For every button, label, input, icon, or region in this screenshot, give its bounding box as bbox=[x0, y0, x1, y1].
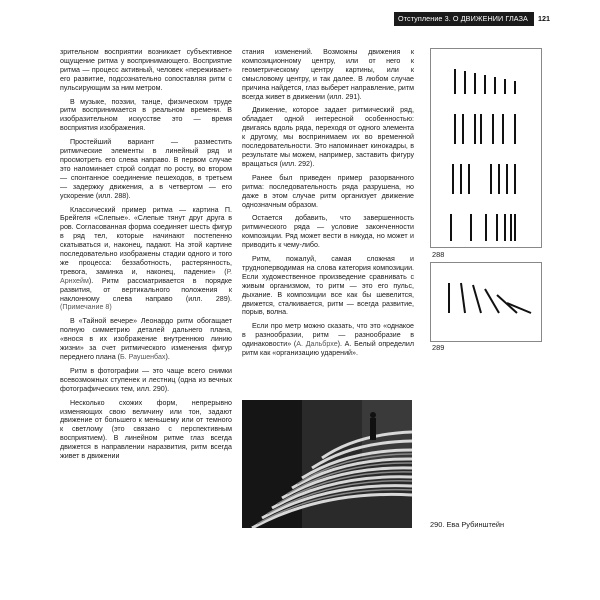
paragraph bbox=[60, 206, 232, 313]
caption-289: 289 bbox=[432, 343, 445, 352]
paragraph: зрительном восприятии возникает субъективное ощущение ритма у воспринимающего. Восприятие ритма — процесс активный, человек «переживает» его развитие, подсознательно сопоставляя ритм с пульсирующим за ним метром. bbox=[60, 48, 232, 92]
author-reference: Р. Арнхейм bbox=[60, 267, 232, 285]
paragraph-text: ). bbox=[165, 353, 170, 361]
falling-lines-289 bbox=[431, 263, 541, 341]
stairs-illustration bbox=[242, 400, 412, 528]
paragraph: Движение, которое задает ритмический ряд, обладает одной интересной особенностью: двигаясь вдоль ряда, переходя от одного элемента к другому, мы воспринимаем их во временной последовательности. Это напоминает кинокадры, в результате мы можем, например, заставить фигуру вращаться (илл. 292). bbox=[242, 106, 414, 168]
paragraph-text: Классический пример ритма — картина П. Брейгеля «Слепые». «Слепые тянут друг друга в ров. Согласованная форма соединяет шесть фигур в ряд тел, которые начинают постепенно скатываться и, наконец, падают. На этой картине последовательно изображены стадии одного и того же процесса: беззаботность, растерянность, тревога, заминка и, наконец, падение» ( bbox=[60, 205, 232, 276]
text-column-left bbox=[60, 48, 232, 466]
paragraph bbox=[242, 322, 414, 358]
text-column-middle bbox=[242, 48, 414, 363]
page-header bbox=[0, 0, 600, 24]
paragraph-text: ). Ритм рассматривается в порядке развития, от вертикального положения к наклонному слева направо (илл. 289). bbox=[60, 276, 232, 303]
note-reference[interactable]: (Примечание 8) bbox=[60, 303, 112, 312]
paragraph: Ритм в фотографии — это чаще всего снимки всевозможных ступенек и лестниц (одна из вечных фотографических тем, илл. 290). bbox=[60, 366, 232, 393]
paragraph: стания изменений. Возможны движения к композиционному центру, или от него к геометрическому центру картины, или к смысловому центру, и так далее. В любом случае причина найдется, глаз выберет направление, ритм всегда живет в движении (илл. 291). bbox=[242, 48, 414, 101]
page-number: 121 bbox=[538, 14, 550, 23]
paragraph: Несколько схожих форм, непрерывно изменяющих свою величину или тон, задают движение от большего к меньшему или от темного к светлому (это связано с перспективным восприятием). В линейном ритме глаз всегда движется в направлении наразвития, ритм всегда живет в движении bbox=[60, 398, 232, 461]
paragraph-text: ). А. Белый определил ритм как «организацию ударений». bbox=[242, 340, 414, 358]
figure-289 bbox=[430, 262, 542, 342]
paragraph: Простейший вариант — разместить ритмические элементы в линейный ряд и просмотреть его слева направо. В первом случае это напоминает строй солдат по росту, во втором — спонтанное соединение пешеходов, в третьем — задержку движения, а в четвертом — его ускорение (илл. 288). bbox=[60, 138, 232, 200]
chapter-title: Отступление 3. О ДВИЖЕНИИ ГЛАЗА bbox=[398, 14, 528, 23]
author-reference: А. Дальбрхе bbox=[296, 340, 338, 349]
paragraph: Ранее был приведен пример разорванного ритма: последовательность ряда разрушена, но даже в этом случае ритм организует движение однозначным образом. bbox=[242, 173, 414, 209]
author-reference: Б. Раушенбах bbox=[120, 353, 166, 361]
paragraph: Ритм, пожалуй, самая сложная и трудноперводимая на слова категория композиции. Если художественное произведение сравнивать с живым организмом, то ритм — это его пульс, дыхание. В композиции все как бы шевелится, движется, сталкивается, ритм — всегда развитие, порыв, волна. bbox=[242, 255, 414, 317]
caption-288: 288 bbox=[432, 250, 445, 259]
caption-290: 290. Ева Рубинштейн bbox=[430, 520, 505, 529]
paragraph-text: В «Тайной вечере» Леонардо ритм обогащает полную симметрию деталей дальнего плана, «внося в их изображение внутреннюю линию жизни» за счет ритмического изменения фигур переднего плана ( bbox=[60, 317, 232, 361]
paragraph-text: Если про метр можно сказать, что это «однакое в разнообразии, ритм — разнообразие в одинаковости» ( bbox=[242, 322, 414, 349]
rhythm-lines-288 bbox=[431, 49, 541, 247]
paragraph: Остается добавить, что завершенность ритмического ряда — условие законченности композиции. Ряд может вести в никуда, но может и приводить к чему-либо. bbox=[242, 214, 414, 250]
figure-288 bbox=[430, 48, 542, 248]
paragraph: В музыке, поэзии, танце, физическом труде ритм воспринимается в реальном времени. В изобразительном искусстве это — время восприятия изображения. bbox=[60, 97, 232, 133]
paragraph bbox=[60, 317, 232, 362]
photo-stairs bbox=[242, 400, 412, 528]
